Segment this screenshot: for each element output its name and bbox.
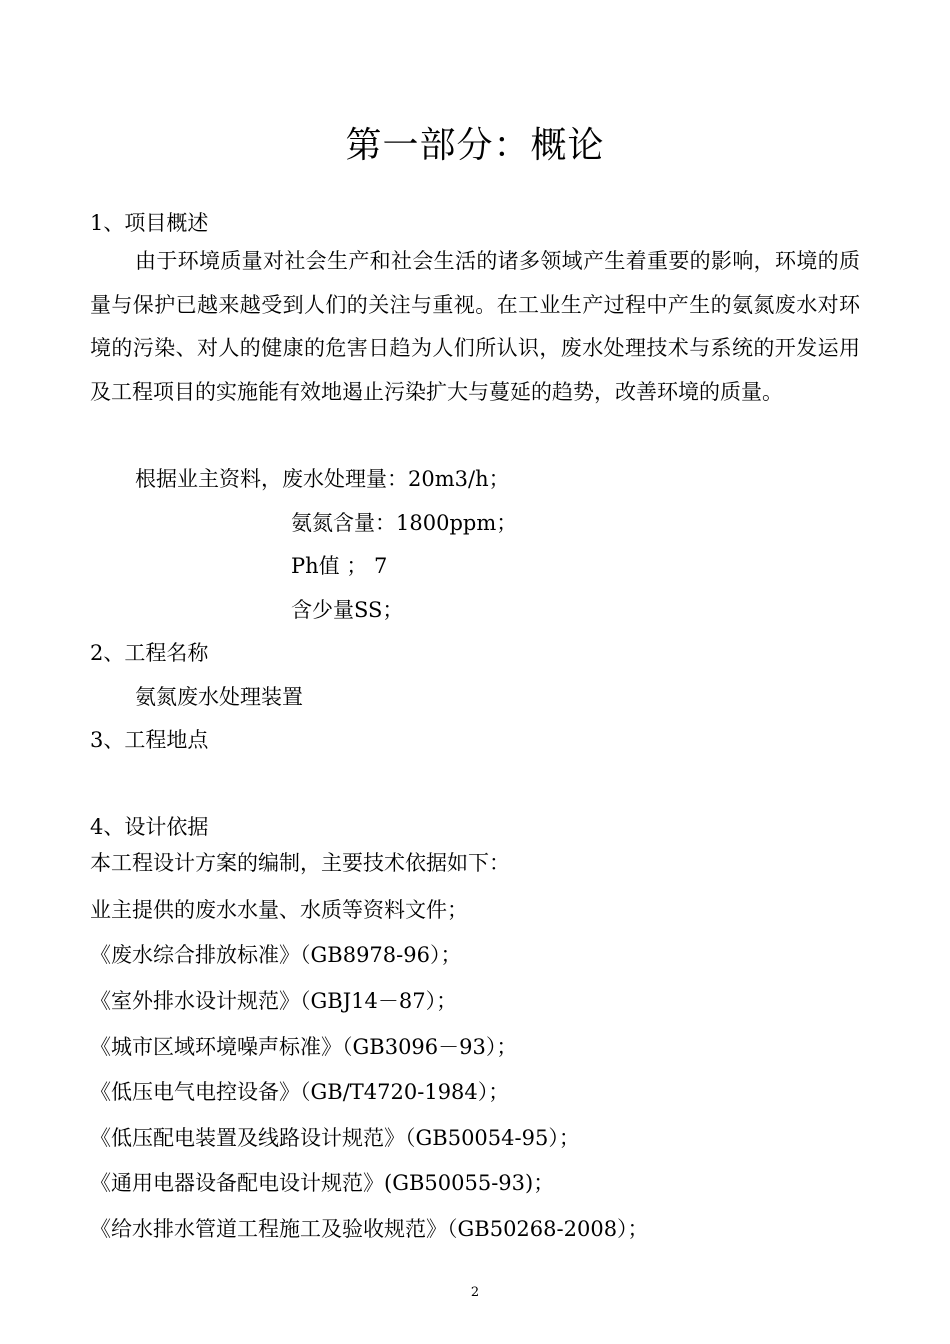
section-heading-project-location: 3、工程地点 <box>90 728 209 752</box>
wastewater-volume-line: 根据业主资料，废水处理量：20m3/h； <box>135 467 510 491</box>
section-heading-project-name: 2、工程名称 <box>90 641 209 665</box>
design-basis-item: 《城市区域环境噪声标准》（GB3096－93）； <box>90 1035 518 1059</box>
page-title: 第一部分：概论 <box>345 125 605 166</box>
design-basis-intro: 本工程设计方案的编制，主要技术依据如下： <box>90 851 510 875</box>
ammonia-content-line: 氨氮含量：1800ppm； <box>291 511 518 535</box>
design-basis-item: 业主提供的废水水量、水质等资料文件； <box>90 898 468 922</box>
ss-content-line: 含少量SS； <box>291 598 404 622</box>
section-heading-design-basis: 4、设计依据 <box>90 815 209 839</box>
design-basis-item: 《给水排水管道工程施工及验收规范》（GB50268-2008）； <box>90 1217 649 1241</box>
ph-value-line: Ph值 ； 7 <box>291 554 388 578</box>
page-number: 2 <box>470 1285 480 1300</box>
section-heading-project-overview: 1、项目概述 <box>90 211 209 235</box>
project-overview-paragraph: 由于环境质量对社会生产和社会生活的诸多领域产生着重要的影响，环境的质量与保护已越来越受到人们的关注与重视。在工业生产过程中产生的氨氮废水对环境的污染、对人的健康的危害日趋为人们所认识，废水处理技术与系统的开发运用及工程项目的实施能有效地遏止污染扩大与蔓延的趋势，改善环境的质量。 <box>90 249 860 404</box>
project-name-value: 氨氮废水处理装置 <box>135 685 303 709</box>
design-basis-item: 《室外排水设计规范》（GBJ14－87）； <box>90 989 458 1013</box>
design-basis-item: 《低压电气电控设备》（GB/T4720-1984）； <box>90 1080 510 1104</box>
design-basis-item: 《通用电器设备配电设计规范》(GB50055-93)； <box>90 1171 555 1195</box>
design-basis-item: 《废水综合排放标准》（GB8978-96）； <box>90 943 462 967</box>
design-basis-item: 《低压配电装置及线路设计规范》（GB50054-95）； <box>90 1126 580 1150</box>
